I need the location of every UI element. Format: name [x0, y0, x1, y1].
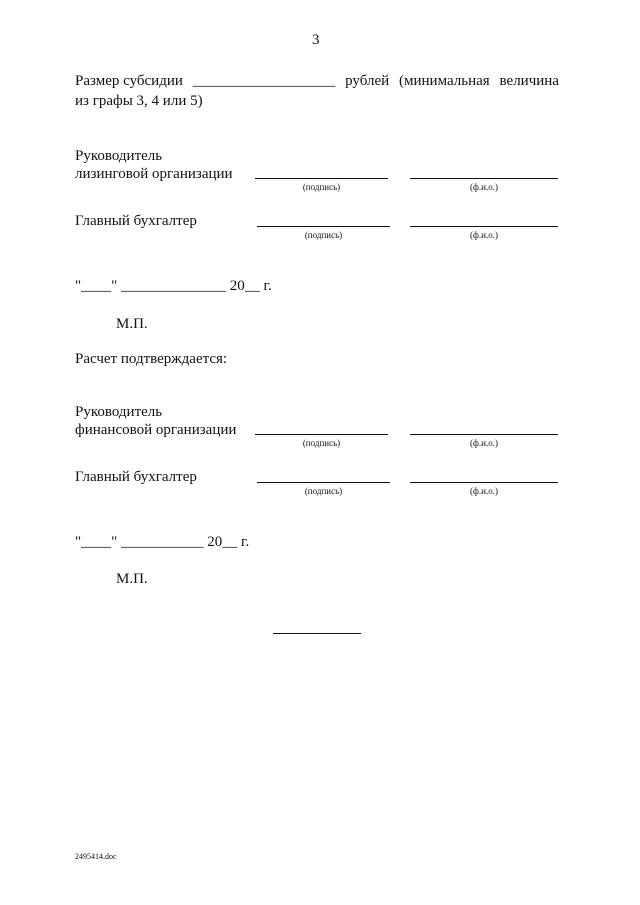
- leasing-date-month: ______________: [121, 278, 226, 294]
- leasing-accountant-signature-caption: (подпись): [304, 230, 343, 240]
- finance-accountant-name-caption: (ф.и.о.): [470, 486, 498, 496]
- leasing-head-signature-caption: (подпись): [302, 182, 341, 192]
- page-number: 3: [312, 32, 320, 48]
- finance-accountant-signature-line: [257, 482, 390, 483]
- subsidy-suffix-3: величина: [499, 73, 559, 89]
- leasing-accountant-signature-line: [257, 226, 390, 227]
- finance-date-month: ___________: [121, 534, 204, 550]
- finance-head-signature-line: [255, 434, 388, 435]
- leasing-accountant-name-line: [410, 226, 558, 227]
- finance-accountant-signature-caption: (подпись): [304, 486, 343, 496]
- confirmation-text: Расчет подтверждается:: [75, 351, 228, 367]
- finance-head-title-2: финансовой организации: [75, 422, 237, 438]
- subsidy-suffix-2: (минимальная: [399, 73, 490, 89]
- finance-accountant-title: Главный бухгалтер: [75, 469, 197, 485]
- leasing-head-title-2: лизинговой организации: [75, 166, 233, 182]
- leasing-date-row: [75, 277, 272, 295]
- finance-accountant-name-line: [410, 482, 558, 483]
- leasing-accountant-title: Главный бухгалтер: [75, 213, 197, 229]
- finance-head-title-1: Руководитель: [75, 404, 163, 420]
- subsidy-amount-blank: ___________________: [192, 73, 336, 89]
- finance-stamp-place: М.П.: [116, 571, 148, 587]
- finance-date-row: [75, 533, 249, 551]
- finance-head-signature-caption: (подпись): [302, 438, 341, 448]
- leasing-head-name-line: [410, 178, 558, 179]
- leasing-date-day: "____": [75, 278, 118, 294]
- finance-head-name-line: [410, 434, 558, 435]
- subsidy-suffix-1: рублей: [345, 73, 390, 89]
- leasing-accountant-name-caption: (ф.и.о.): [470, 230, 498, 240]
- leasing-date-year: 20__ г.: [229, 278, 272, 294]
- subsidy-line-2: из графы 3, 4 или 5): [75, 93, 203, 109]
- finance-date-day: "____": [75, 534, 118, 550]
- leasing-head-signature-line: [255, 178, 388, 179]
- leasing-head-name-caption: (ф.и.о.): [470, 182, 498, 192]
- leasing-head-title-1: Руководитель: [75, 148, 163, 164]
- subsidy-label: Размер субсидии: [75, 73, 183, 89]
- end-separator: [273, 633, 361, 634]
- finance-head-name-caption: (ф.и.о.): [470, 438, 498, 448]
- subsidy-line-1: [75, 72, 559, 90]
- footer-filename: 2495414.doc: [75, 852, 117, 861]
- leasing-stamp-place: М.П.: [116, 316, 148, 332]
- finance-date-year: 20__ г.: [207, 534, 250, 550]
